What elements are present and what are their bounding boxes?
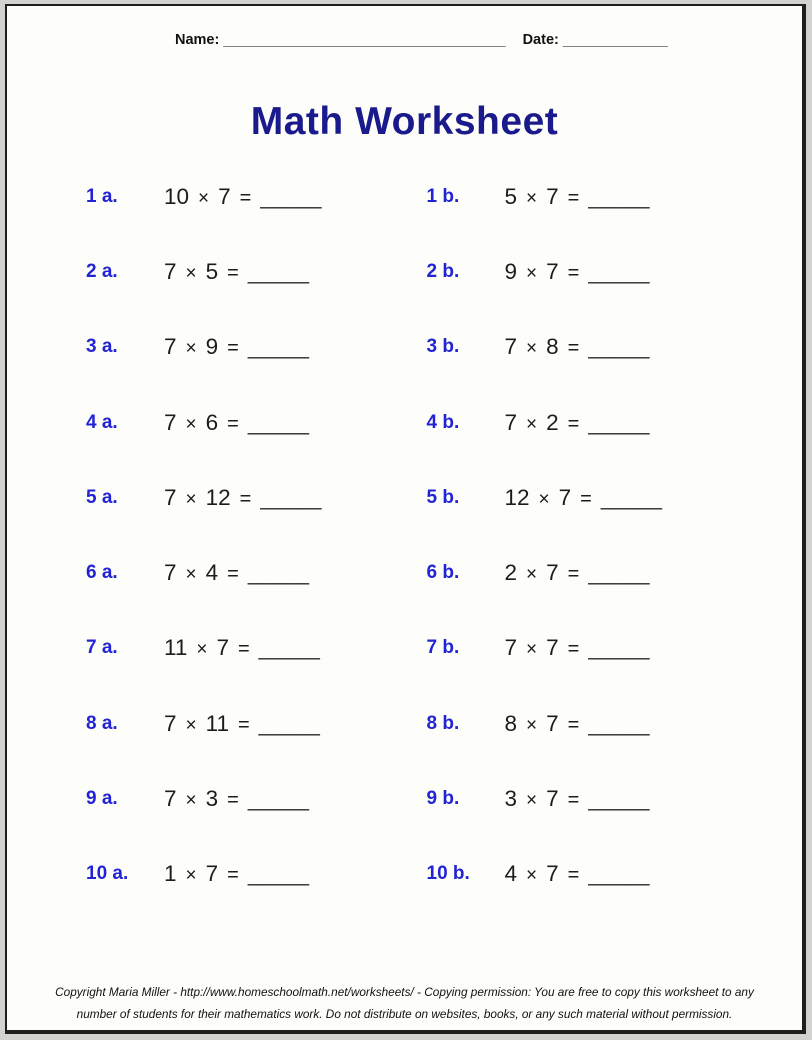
equals-sign: = bbox=[227, 412, 239, 435]
factor-a: 7 bbox=[164, 258, 177, 284]
problem-expression bbox=[505, 259, 650, 285]
factor-b: 12 bbox=[205, 484, 231, 510]
factor-a: 3 bbox=[504, 786, 518, 812]
problem-cell bbox=[7, 686, 405, 761]
problem-expression bbox=[164, 259, 309, 285]
copyright-line-2: number of students for their mathematics work. Do not distribute on websites, books, or any such material without permission. bbox=[76, 1006, 733, 1021]
problem-expression bbox=[164, 334, 309, 360]
answer-blank: _____ bbox=[588, 710, 650, 736]
factor-a: 12 bbox=[504, 484, 530, 510]
problem-number: 2 b. bbox=[426, 260, 460, 282]
times-sign: × bbox=[526, 262, 538, 284]
times-sign: × bbox=[198, 187, 210, 209]
problem-expression bbox=[164, 711, 320, 737]
factor-b: 8 bbox=[546, 334, 559, 360]
factor-a: 7 bbox=[164, 484, 177, 510]
times-sign: × bbox=[526, 790, 538, 812]
equals-sign: = bbox=[227, 261, 239, 284]
problem-cell bbox=[405, 837, 803, 912]
problem-cell bbox=[405, 535, 803, 610]
factor-b: 7 bbox=[218, 183, 231, 209]
times-sign: × bbox=[196, 639, 208, 661]
times-sign: × bbox=[185, 564, 197, 586]
problem-cell bbox=[405, 159, 803, 234]
factor-a: 7 bbox=[164, 334, 177, 360]
answer-blank: _____ bbox=[247, 560, 310, 586]
answer-blank: _____ bbox=[258, 635, 320, 661]
factor-a: 11 bbox=[164, 635, 188, 661]
factor-a: 7 bbox=[504, 409, 518, 435]
problem-cell bbox=[405, 234, 803, 309]
times-sign: × bbox=[185, 488, 197, 510]
answer-blank: _____ bbox=[588, 258, 650, 284]
problem-number: 2 a. bbox=[86, 260, 118, 282]
equals-sign: = bbox=[567, 563, 580, 586]
problem-cell bbox=[405, 686, 803, 761]
equals-sign: = bbox=[567, 186, 580, 209]
problem-number: 6 a. bbox=[86, 562, 118, 584]
problem-number: 5 a. bbox=[86, 486, 118, 508]
factor-b: 4 bbox=[205, 560, 219, 586]
factor-b: 7 bbox=[546, 635, 559, 661]
factor-a: 2 bbox=[504, 560, 518, 586]
times-sign: × bbox=[526, 338, 538, 360]
times-sign: × bbox=[538, 488, 550, 510]
answer-blank: _____ bbox=[247, 409, 310, 435]
answer-blank: _____ bbox=[260, 484, 322, 510]
equals-sign: = bbox=[237, 638, 250, 661]
times-sign: × bbox=[526, 564, 538, 586]
problem-cell bbox=[7, 159, 405, 234]
problem-expression bbox=[505, 485, 663, 511]
problem-expression bbox=[164, 184, 322, 210]
times-sign: × bbox=[185, 865, 197, 887]
equals-sign: = bbox=[567, 638, 580, 661]
problem-cell bbox=[405, 460, 803, 535]
problem-cell bbox=[7, 837, 405, 912]
problem-cell bbox=[7, 535, 405, 610]
factor-a: 7 bbox=[504, 635, 518, 661]
times-sign: × bbox=[185, 413, 197, 435]
factor-b: 7 bbox=[546, 258, 559, 284]
problem-cell bbox=[7, 310, 405, 385]
date-label: Date: bbox=[522, 32, 559, 48]
problem-number: 1 b. bbox=[426, 185, 460, 207]
factor-b: 3 bbox=[205, 786, 219, 812]
problem-cell bbox=[7, 385, 405, 460]
problem-cell bbox=[7, 460, 405, 535]
problem-expression bbox=[505, 711, 650, 737]
equals-sign: = bbox=[239, 186, 252, 209]
name-label: Name: bbox=[175, 32, 220, 48]
problem-cell bbox=[7, 761, 405, 836]
factor-a: 7 bbox=[164, 560, 177, 586]
copyright-footer bbox=[7, 982, 802, 1026]
times-sign: × bbox=[185, 714, 197, 736]
problem-number: 5 b. bbox=[426, 486, 460, 508]
problem-expression bbox=[505, 786, 650, 812]
answer-blank: _____ bbox=[588, 334, 650, 360]
name-blank-line: ___________________________________ bbox=[223, 32, 506, 48]
problem-expression bbox=[505, 410, 650, 436]
answer-blank: _____ bbox=[600, 484, 663, 510]
answer-blank: _____ bbox=[588, 861, 650, 887]
times-sign: × bbox=[526, 714, 538, 736]
header-row bbox=[175, 32, 668, 48]
answer-blank: _____ bbox=[247, 786, 310, 812]
factor-a: 8 bbox=[504, 710, 518, 736]
answer-blank: _____ bbox=[588, 183, 650, 209]
equals-sign: = bbox=[227, 789, 239, 812]
problem-cell bbox=[405, 310, 803, 385]
problem-number: 10 a. bbox=[86, 863, 129, 885]
problem-number: 4 b. bbox=[426, 411, 460, 433]
times-sign: × bbox=[526, 413, 538, 435]
answer-blank: _____ bbox=[588, 786, 650, 812]
problem-cell bbox=[405, 385, 803, 460]
problem-number: 1 a. bbox=[86, 185, 118, 207]
problem-expression bbox=[164, 786, 309, 812]
factor-b: 7 bbox=[216, 635, 229, 661]
problem-number: 3 b. bbox=[426, 336, 460, 358]
problem-expression bbox=[505, 635, 650, 661]
times-sign: × bbox=[526, 865, 538, 887]
problem-expression bbox=[164, 635, 320, 661]
problem-expression bbox=[164, 560, 309, 586]
times-sign: × bbox=[185, 338, 197, 360]
factor-a: 10 bbox=[164, 183, 190, 209]
equals-sign: = bbox=[227, 864, 239, 887]
problem-expression bbox=[505, 861, 650, 887]
problem-expression bbox=[164, 410, 309, 436]
factor-b: 7 bbox=[546, 710, 559, 736]
problem-number: 4 a. bbox=[86, 411, 118, 433]
problem-expression bbox=[164, 861, 309, 887]
factor-b: 11 bbox=[205, 710, 229, 736]
problem-number: 9 a. bbox=[86, 788, 118, 810]
equals-sign: = bbox=[227, 337, 239, 360]
copyright-line-1: Copyright Maria Miller - http://www.homeschoolmath.net/worksheets/ - Copying permission: You are free to copy this worksheet to any bbox=[55, 985, 754, 999]
factor-b: 9 bbox=[205, 334, 219, 360]
factor-b: 7 bbox=[546, 560, 559, 586]
factor-a: 1 bbox=[164, 861, 177, 887]
answer-blank: _____ bbox=[258, 710, 320, 736]
equals-sign: = bbox=[567, 789, 580, 812]
factor-a: 5 bbox=[504, 183, 518, 209]
answer-blank: _____ bbox=[247, 334, 310, 360]
date-blank-line: _____________ bbox=[562, 32, 668, 48]
problem-cell bbox=[405, 761, 803, 836]
factor-a: 4 bbox=[504, 861, 518, 887]
factor-b: 7 bbox=[546, 861, 559, 887]
factor-b: 7 bbox=[546, 183, 559, 209]
answer-blank: _____ bbox=[247, 258, 310, 284]
problem-number: 10 b. bbox=[426, 863, 470, 885]
equals-sign: = bbox=[239, 487, 252, 510]
problem-expression bbox=[505, 334, 650, 360]
answer-blank: _____ bbox=[588, 409, 650, 435]
factor-b: 5 bbox=[205, 258, 219, 284]
factor-b: 2 bbox=[546, 409, 559, 435]
factor-a: 9 bbox=[504, 258, 518, 284]
equals-sign: = bbox=[237, 713, 250, 736]
factor-a: 7 bbox=[164, 786, 177, 812]
problem-expression bbox=[505, 560, 650, 586]
factor-a: 7 bbox=[164, 710, 177, 736]
answer-blank: _____ bbox=[588, 560, 650, 586]
page-title: Math Worksheet bbox=[250, 100, 559, 143]
answer-blank: _____ bbox=[247, 861, 310, 887]
problem-number: 8 b. bbox=[426, 712, 460, 734]
factor-b: 7 bbox=[546, 786, 559, 812]
factor-b: 6 bbox=[205, 409, 219, 435]
problem-number: 3 a. bbox=[86, 336, 118, 358]
problem-number: 6 b. bbox=[426, 562, 460, 584]
factor-b: 7 bbox=[205, 861, 219, 887]
times-sign: × bbox=[185, 262, 197, 284]
equals-sign: = bbox=[567, 864, 580, 887]
factor-b: 7 bbox=[558, 484, 572, 510]
problem-cell bbox=[7, 611, 405, 686]
equals-sign: = bbox=[567, 713, 580, 736]
problem-expression bbox=[505, 184, 650, 210]
equals-sign: = bbox=[567, 337, 580, 360]
times-sign: × bbox=[185, 790, 197, 812]
worksheet-page bbox=[5, 4, 806, 1034]
problem-number: 9 b. bbox=[426, 788, 460, 810]
answer-blank: _____ bbox=[588, 635, 650, 661]
problem-cell bbox=[7, 234, 405, 309]
factor-a: 7 bbox=[504, 334, 518, 360]
factor-a: 7 bbox=[164, 409, 177, 435]
problems-grid bbox=[7, 159, 802, 912]
times-sign: × bbox=[526, 639, 538, 661]
equals-sign: = bbox=[567, 412, 580, 435]
equals-sign: = bbox=[227, 563, 239, 586]
problem-number: 7 b. bbox=[426, 637, 460, 659]
problem-cell bbox=[405, 611, 803, 686]
problem-number: 7 a. bbox=[86, 637, 118, 659]
problem-number: 8 a. bbox=[86, 712, 118, 734]
equals-sign: = bbox=[567, 261, 580, 284]
answer-blank: _____ bbox=[260, 183, 322, 209]
problem-expression bbox=[164, 485, 322, 511]
equals-sign: = bbox=[580, 487, 592, 510]
times-sign: × bbox=[526, 187, 538, 209]
